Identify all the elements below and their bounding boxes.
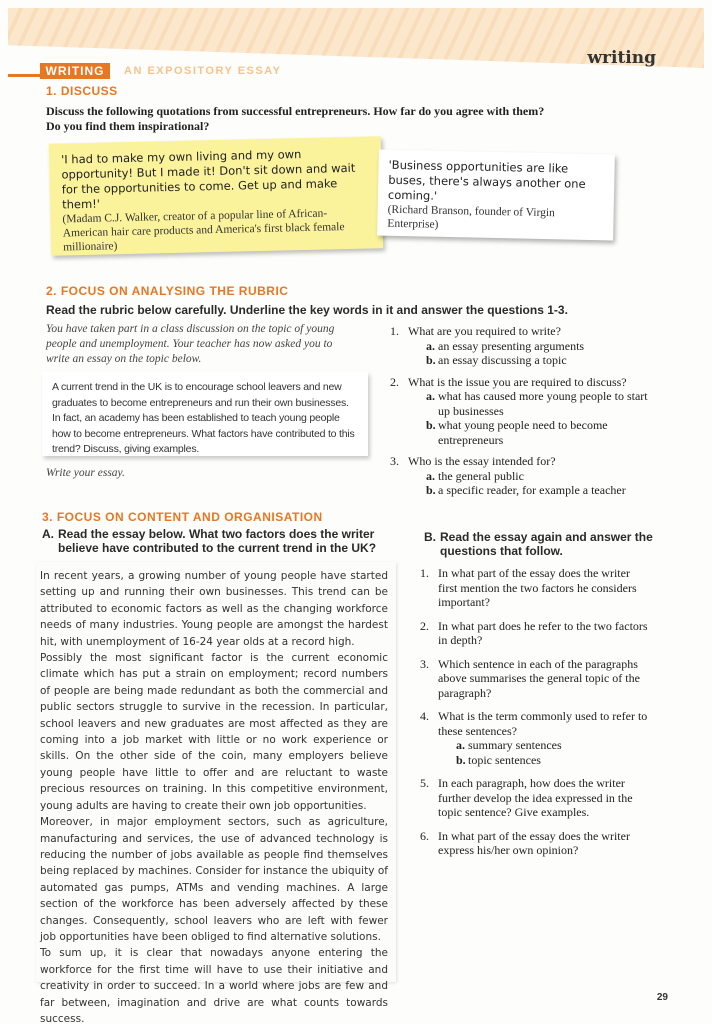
question-item bbox=[420, 566, 650, 610]
writing-tab-label: WRITING bbox=[40, 63, 110, 79]
option-text: an essay discussing a topic bbox=[438, 353, 567, 367]
option-letter: a. bbox=[456, 738, 465, 752]
essay-paragraph: Moreover, in major employment sectors, such as agriculture, manufacturing and services, the use of advanced technology is reducing the number of jobs available as people find themselves being replaced by machines. Consider for instance the ubiquity of automated gas pumps, ATMs and vending machines. A large section of the workforce has been adversely affected by these changes. Consequently, school leavers who are left with fewer job opportunities have been obliged to find alternative solutions. bbox=[40, 816, 388, 943]
question-option bbox=[408, 389, 660, 418]
essay-paragraph: In recent years, a growing number of young people have started setting up and running their own businesses. This trend can be attributed to economic factors as well as the changing workforce needs of many industries. Young people are amongst the hardest hit, with unemployment of 16-24 year olds at a record high. bbox=[40, 570, 388, 648]
question-item bbox=[390, 454, 660, 498]
essay-paragraph: Possibly the most significant factor is the current economic climate which has put a strain on employment; record numbers of people are being made redundant as both the commercial and public sectors struggle to survive in the recession. In particular, school leavers and new graduates are most affected as they are coming into a job market with little or no work experience or skills. On the other side of the coin, many employers believe young people have little to offer and are reluctant to waste precious resources on training. In this competitive environment, young adults are having to create their own job opportunities. bbox=[40, 652, 388, 812]
quote-note-walker bbox=[49, 136, 383, 256]
question-number: 1. bbox=[420, 566, 429, 580]
discuss-instruction bbox=[46, 104, 666, 134]
question-number: 1. bbox=[390, 324, 399, 338]
option-text: the general public bbox=[438, 468, 524, 483]
essay-text bbox=[40, 568, 388, 1024]
option-letter: b. bbox=[426, 353, 436, 367]
quote-note-branson bbox=[377, 150, 615, 241]
option-text: what young people need to become entrepreneurs bbox=[438, 418, 608, 447]
question-text: Which sentence in each of the paragraphs above summarises the general topic of the paragraph? bbox=[438, 656, 640, 700]
question-item bbox=[420, 776, 650, 820]
question-item bbox=[420, 709, 650, 767]
option-text: what has caused more young people to start up businesses bbox=[438, 389, 648, 418]
question-number: 4. bbox=[420, 709, 429, 723]
question-text: What is the term commonly used to refer to these sentences? bbox=[438, 709, 648, 738]
partA-instruction: Read the essay below. What two factors does the writer believe have contributed to the current trend in the UK? bbox=[58, 527, 377, 555]
question-item bbox=[390, 324, 660, 368]
question-option bbox=[438, 738, 650, 753]
discuss-instruction-line2: Do you find them inspirational? bbox=[46, 119, 210, 133]
option-letter: b. bbox=[426, 418, 436, 432]
question-item bbox=[420, 829, 650, 858]
question-text: In what part does he refer to the two factors in depth? bbox=[438, 618, 648, 647]
question-item bbox=[390, 375, 660, 448]
question-number: 5. bbox=[420, 776, 429, 790]
rubric-box: A current trend in the UK is to encourage school leavers and new graduates to become entrepreneurs and run their own businesses. In fact, an academy has been established to teach young people how to become entrepreneurs. What factors have contributed to this trend? Discuss, giving examples. bbox=[42, 372, 368, 456]
quote-walker-text: 'I had to make my own living and my own opportunity! But I made it! Don't sit down and wait for the opportunities to come. Get up and make them!' bbox=[60, 147, 356, 212]
partB-instruction: Read the essay again and answer the questions that follow. bbox=[440, 530, 653, 558]
rubric-question-list bbox=[390, 324, 660, 505]
page-number: 29 bbox=[656, 992, 668, 1003]
partB-instruction-block bbox=[424, 530, 674, 558]
content-heading: 3. FOCUS ON CONTENT AND ORGANISATION bbox=[42, 510, 323, 524]
question-text: What are you required to write? bbox=[408, 324, 561, 338]
question-number: 2. bbox=[390, 374, 399, 389]
discuss-heading: 1. DISCUSS bbox=[46, 84, 118, 98]
quote-branson-text: 'Business opportunities are like buses, there's always another one coming.' bbox=[387, 157, 586, 203]
option-text: summary sentences bbox=[468, 738, 562, 752]
partA-label: A. bbox=[42, 527, 54, 541]
question-option bbox=[408, 339, 660, 354]
option-letter: a. bbox=[426, 389, 435, 403]
question-number: 3. bbox=[420, 656, 429, 671]
option-text: a specific reader, for example a teacher bbox=[438, 483, 626, 497]
question-option bbox=[408, 418, 660, 447]
option-text: topic sentences bbox=[468, 752, 541, 767]
question-text: Who is the essay intended for? bbox=[408, 454, 556, 468]
question-option bbox=[408, 469, 660, 484]
quote-branson-source: (Richard Branson, founder of Virgin Enterprise) bbox=[387, 203, 555, 231]
question-text: What is the issue you are required to discuss? bbox=[408, 374, 627, 389]
option-letter: b. bbox=[456, 752, 466, 767]
question-option bbox=[408, 353, 660, 368]
question-option bbox=[408, 483, 660, 498]
option-letter: a. bbox=[426, 468, 435, 483]
write-prompt: Write your essay. bbox=[46, 467, 125, 479]
question-item bbox=[420, 657, 650, 701]
writing-tab-subtitle: AN EXPOSITORY ESSAY bbox=[124, 65, 282, 77]
question-number: 3. bbox=[390, 454, 399, 468]
rubric-instruction: Read the rubric below carefully. Underline the key words in it and answer the questions 1-3. bbox=[46, 303, 568, 317]
discuss-instruction-line1: Discuss the following quotations from successful entrepreneurs. How far do you agree with them? bbox=[46, 104, 545, 118]
question-text: In each paragraph, how does the writer further develop the idea expressed in the topic sentence? Give examples. bbox=[438, 776, 633, 819]
quote-walker-source: (Madam C.J. Walker, creator of a popular line of African-American hair care products and America's first black female millionaire) bbox=[62, 207, 345, 254]
rubric-intro: You have taken part in a class discussion on the topic of young people and unemployment. Your teacher has now asked you to write an essay on the topic below. bbox=[46, 323, 335, 365]
question-item bbox=[420, 619, 650, 648]
question-option bbox=[438, 753, 650, 768]
essay-paragraph: To sum up, it is clear that nowadays anyone entering the workforce for the first time will have to use their initiative and creativity in order to succeed. In a world where jobs are few and far between, imagination and drive are what counts towards success. bbox=[40, 947, 388, 1024]
section-title: writing bbox=[587, 48, 656, 68]
partA-instruction-block bbox=[42, 528, 392, 555]
question-number: 6. bbox=[420, 828, 429, 843]
partB-label: B. bbox=[424, 530, 436, 544]
option-letter: b. bbox=[426, 483, 436, 497]
partB-question-list bbox=[420, 566, 650, 867]
rubric-heading: 2. FOCUS ON ANALYSING THE RUBRIC bbox=[46, 284, 289, 298]
question-text: In what part of the essay does the writer first mention the two factors he considers important? bbox=[438, 566, 637, 609]
option-letter: a. bbox=[426, 338, 435, 353]
option-text: an essay presenting arguments bbox=[438, 338, 585, 353]
question-text: In what part of the essay does the writer express his/her own opinion? bbox=[438, 828, 630, 857]
question-number: 2. bbox=[420, 618, 429, 633]
